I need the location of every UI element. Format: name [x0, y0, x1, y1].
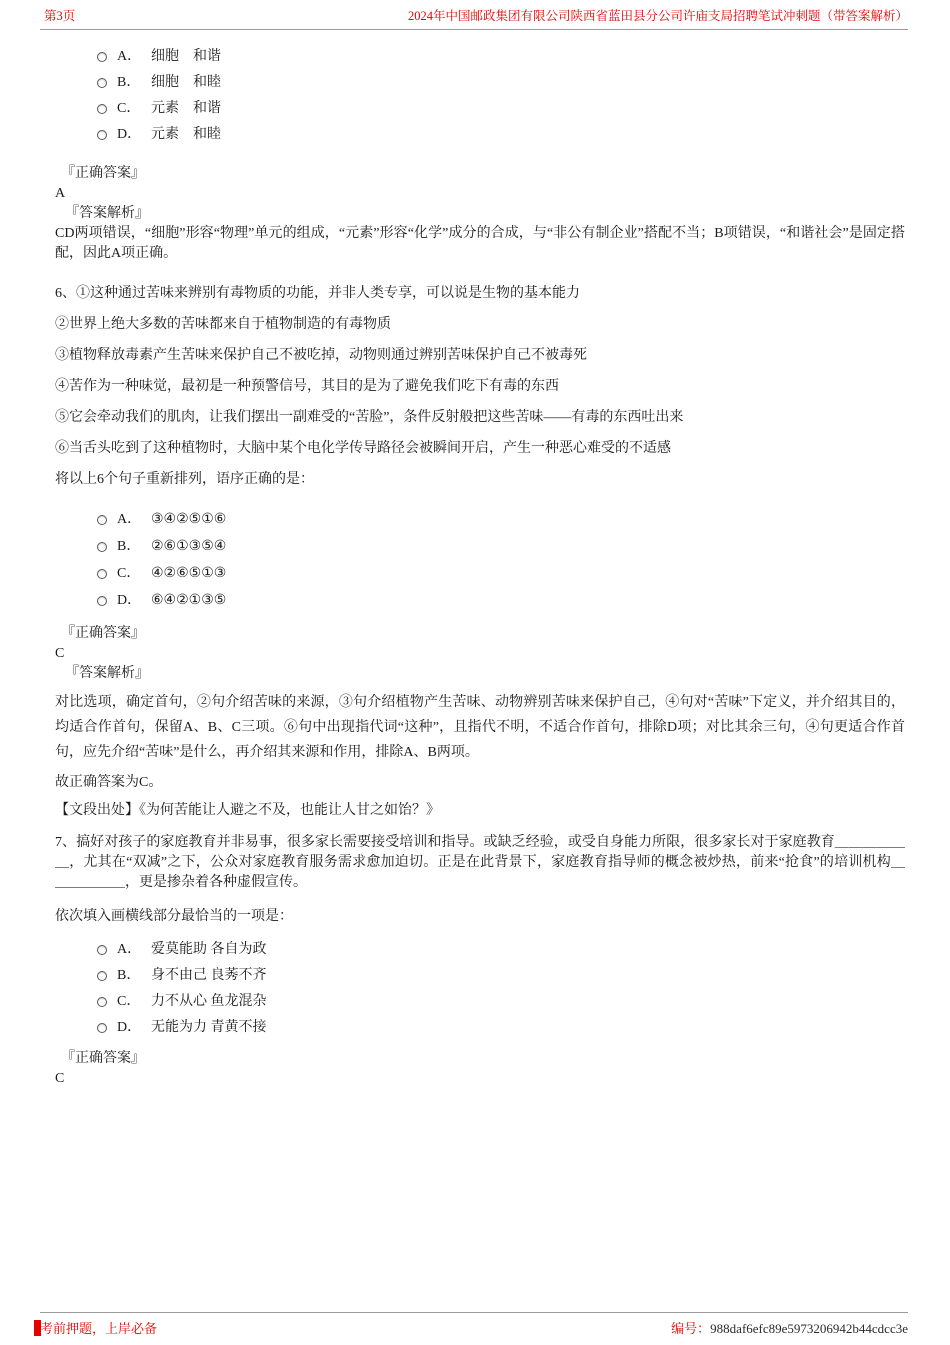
option-row: [97, 963, 905, 989]
radio-button[interactable]: [97, 78, 107, 88]
question-sentence: ②世界上绝大多数的苦味都来自于植物制造的有毒物质: [55, 317, 391, 332]
option-letter: D．: [117, 1020, 142, 1035]
question-stem: 将以上6个句子重新排列，语序正确的是：: [55, 472, 314, 487]
conclusion-text: 故正确答案为C。: [55, 775, 163, 790]
option-letter: B．: [117, 75, 141, 90]
option-row: [97, 122, 905, 148]
option-text: ⑥④②①③⑤: [151, 592, 227, 608]
option-row: [97, 44, 905, 70]
option-row: [97, 70, 905, 96]
option-text: ④②⑥⑤①③: [151, 565, 227, 581]
option-letter: B．: [117, 968, 141, 983]
radio-button[interactable]: [97, 130, 107, 140]
option-letter: A．: [117, 511, 142, 527]
analysis-label: 『答案解析』: [65, 666, 149, 681]
radio-button[interactable]: [97, 515, 107, 525]
option-row: [97, 96, 905, 122]
source-text: 【文段出处】《为何苦能让人避之不及，也能让人甘之如饴？》: [55, 803, 440, 818]
option-row: [97, 1015, 905, 1041]
doc-title: 2024年中国邮政集团有限公司陕西省蓝田县分公司许庙支局招聘笔试冲刺题（带答案解析）: [407, 9, 908, 23]
option-text: 元素 和睦: [151, 127, 221, 142]
radio-button[interactable]: [97, 945, 107, 955]
option-text: 身不由己 良莠不齐: [151, 968, 267, 983]
option-letter: C．: [117, 101, 141, 116]
option-letter: D．: [117, 592, 142, 608]
answer-value: C: [55, 1071, 65, 1086]
analysis-label: 『答案解析』: [65, 206, 149, 221]
doc-code: [671, 1320, 908, 1337]
analysis-text: 对比选项，确定首句，②句介绍苦味的来源，③句介绍植物产生苦味、动物辨别苦味来保护自己，④句对“苦味”下定义，并介绍其目的，均适合作首句，保留A、B、C三项。⑥句中出现指代词“这种”，且指代不明，不适合作首句，排除D项；对比其余三句，④句更适合作首句，应先介绍“苦味”是什么，再介绍其来源和作用，排除A、B两项。: [55, 695, 905, 760]
correct-answer-label: 『正确答案』: [61, 626, 145, 641]
option-letter: A．: [117, 942, 142, 957]
radio-button[interactable]: [97, 1023, 107, 1033]
page-header: [40, 8, 908, 30]
option-row: [97, 506, 905, 533]
question-5-options: [97, 44, 905, 148]
radio-button[interactable]: [97, 104, 107, 114]
option-letter: A．: [117, 49, 142, 64]
option-text: 无能为力 青黄不接: [151, 1020, 267, 1035]
option-letter: C．: [117, 994, 141, 1009]
option-text: ③④②⑤①⑥: [151, 511, 227, 527]
doc-code-label: 编号：: [671, 1321, 711, 1336]
correct-answer-label: 『正确答案』: [61, 166, 145, 181]
option-text: 元素 和谐: [151, 101, 221, 116]
analysis-text: CD两项错误，“细胞”形容“物理”单元的组成，“元素”形容“化学”成分的合成，与“非公有制企业”搭配不当；B项错误，“和谐社会”是固定搭配，因此A项正确。: [55, 226, 905, 261]
question-sentence: 6、①这种通过苦味来辨别有毒物质的功能，并非人类专享，可以说是生物的基本能力: [55, 286, 580, 301]
question-7-options: [97, 937, 905, 1041]
question-sentence: ③植物释放毒素产生苦味来保护自己不被吃掉，动物则通过辨别苦味保护自己不被毒死: [55, 348, 587, 363]
question-6: [55, 284, 905, 490]
option-letter: C．: [117, 565, 141, 581]
option-row: [97, 560, 905, 587]
option-text: 力不从心 鱼龙混杂: [151, 994, 267, 1009]
option-row: [97, 587, 905, 614]
question-sentence: ⑤它会牵动我们的肌肉，让我们摆出一副难受的“苦脸”，条件反射般把这些苦味——有毒的东西吐出来: [55, 410, 684, 425]
radio-button[interactable]: [97, 596, 107, 606]
radio-button[interactable]: [97, 542, 107, 552]
answer-value: C: [55, 646, 65, 661]
question-sentence: ⑥当舌头吃到了这种植物时，大脑中某个电化学传导路径会被瞬间开启，产生一种恶心难受的不适感: [55, 441, 671, 456]
doc-code-value: 988daf6efc89e5973206942b44cdcc3e: [710, 1321, 908, 1336]
question-stem: 依次填入画横线部分最恰当的一项是：: [55, 909, 293, 924]
option-letter: D．: [117, 127, 142, 142]
radio-button[interactable]: [97, 997, 107, 1007]
option-text: ②⑥①③⑤④: [151, 538, 227, 554]
radio-button[interactable]: [97, 569, 107, 579]
question-sentence: ④苦作为一种味觉，最初是一种预警信号，其目的是为了避免我们吃下有毒的东西: [55, 379, 559, 394]
radio-button[interactable]: [97, 971, 107, 981]
page-number: 第3页: [44, 9, 76, 23]
option-text: 细胞 和睦: [151, 75, 221, 90]
option-row: [97, 989, 905, 1015]
option-letter: B．: [117, 538, 141, 554]
option-text: 细胞 和谐: [151, 49, 221, 64]
radio-button[interactable]: [97, 52, 107, 62]
question-7-text: 7、搞好对孩子的家庭教育并非易事，很多家长需要接受培训和指导。或缺乏经验，或受自身能力所限，很多家长对于家庭教育＿＿＿＿＿＿，尤其在“双减”之下，公众对家庭教育服务需求愈加迫切。正是在此背景下，家庭教育指导师的概念被炒热，前来“抢食”的培训机构＿＿＿＿＿＿，更是掺杂着各种虚假宣传。: [55, 835, 905, 890]
option-row: [97, 937, 905, 963]
document-body: [55, 44, 905, 1089]
option-row: [97, 533, 905, 560]
correct-answer-label: 『正确答案』: [61, 1051, 145, 1066]
page-footer: [40, 1312, 908, 1337]
answer-value: A: [55, 186, 66, 201]
option-text: 爱莫能助 各自为政: [151, 942, 267, 957]
footer-slogan: 考前押题，上岸必备: [40, 1321, 158, 1336]
question-6-options: [97, 506, 905, 614]
